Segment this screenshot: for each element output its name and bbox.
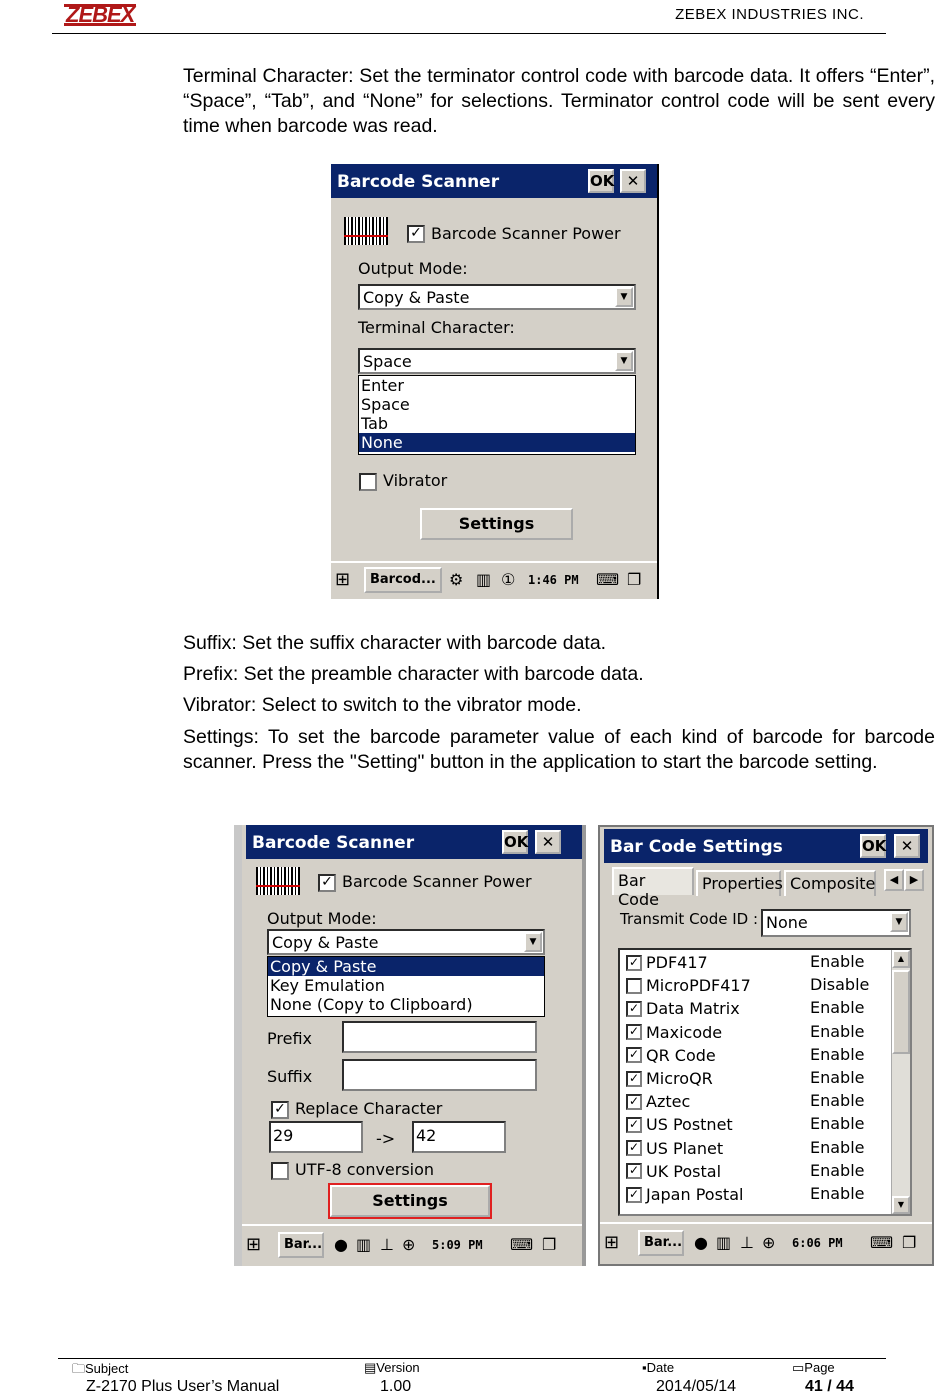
terminal-character-value: Space	[363, 352, 412, 371]
replace-to-input[interactable]: 42	[412, 1121, 506, 1153]
chevron-down-icon[interactable]: ▼	[615, 287, 633, 307]
title-bar	[331, 164, 657, 198]
book-icon: ▭	[792, 1360, 805, 1375]
option-key-emulation[interactable]: Key Emulation	[270, 976, 385, 995]
list-item-checkbox[interactable]: ✓	[626, 1187, 642, 1203]
footer-page-label: Page	[804, 1360, 835, 1375]
list-item-name: Aztec	[646, 1092, 691, 1112]
option-copy-clipboard[interactable]: None (Copy to Clipboard)	[270, 995, 473, 1014]
windows-start-icon[interactable]: ⊞	[604, 1232, 620, 1253]
signal-icon: ▥	[356, 1235, 372, 1254]
list-item[interactable]	[626, 998, 865, 1020]
list-item-name: QR Code	[646, 1045, 716, 1065]
tab-properties[interactable]: Properties	[696, 870, 781, 896]
utf8-checkbox[interactable]	[271, 1162, 289, 1180]
list-item-checkbox[interactable]: ✓	[626, 1117, 642, 1133]
list-item-checkbox[interactable]	[626, 978, 642, 994]
barcode-type-list[interactable]	[618, 948, 912, 1216]
ok-button[interactable]: OK	[502, 830, 528, 854]
suffix-input[interactable]	[342, 1059, 537, 1091]
windows-start-icon[interactable]: ⊞	[246, 1234, 262, 1255]
list-item-status: Enable	[810, 1184, 865, 1203]
title-bar	[246, 825, 582, 859]
output-mode-dropdown	[267, 956, 545, 1017]
list-item[interactable]	[626, 1091, 865, 1113]
power-label: Barcode Scanner Power	[342, 872, 532, 891]
transmit-code-id-label: Transmit Code ID :	[620, 910, 759, 928]
prefix-label: Prefix	[267, 1029, 312, 1048]
transmit-code-id-select[interactable]	[761, 909, 911, 937]
footer-page-value: 41 / 44	[805, 1378, 854, 1395]
desktop-icon[interactable]: ❐	[902, 1233, 917, 1252]
list-item-name: Japan Postal	[646, 1185, 744, 1204]
settings-button[interactable]: Settings	[330, 1185, 490, 1217]
list-item[interactable]	[626, 952, 865, 974]
barcode-tray-icon: ▥	[476, 570, 492, 589]
ok-button[interactable]: OK	[860, 834, 886, 858]
chevron-down-icon[interactable]: ▼	[615, 351, 633, 371]
list-item-status: Enable	[810, 998, 865, 1018]
chevron-down-icon[interactable]: ▼	[524, 932, 542, 952]
clock: 1:46 PM	[528, 573, 579, 587]
power-checkbox[interactable]: ✓	[407, 225, 425, 243]
folder-icon: 🗀	[72, 1361, 86, 1376]
output-mode-select[interactable]	[358, 284, 636, 310]
taskbar-app[interactable]: Barcod...	[364, 567, 442, 593]
list-item-checkbox[interactable]: ✓	[626, 955, 642, 971]
scrollbar[interactable]	[891, 950, 910, 1214]
footer-version-value: 1.00	[380, 1378, 412, 1395]
power-checkbox[interactable]: ✓	[318, 874, 336, 892]
network-icon: ⊕	[402, 1235, 416, 1254]
replace-character-label: Replace Character	[295, 1099, 443, 1118]
list-item[interactable]	[626, 1160, 865, 1183]
footer-version-heading	[364, 1360, 420, 1376]
ok-button[interactable]: OK	[588, 169, 614, 193]
list-item-checkbox[interactable]: ✓	[626, 1071, 642, 1087]
footer-date-heading	[642, 1360, 674, 1375]
screen-barcode-scanner-terminal	[331, 164, 659, 599]
terminal-character-dropdown	[358, 375, 636, 455]
barcode-icon	[256, 867, 300, 895]
footer-page-heading	[792, 1360, 835, 1376]
terminal-character-paragraph: Terminal Character: Set the terminator control code with barcode data. It offers “Enter”, “Space”, “Tab”, and “None” for selections. Terminator control code will be sent every time when barcode was read.	[183, 65, 935, 137]
list-item-name: UK Postal	[646, 1161, 722, 1181]
list-item-name: US Postnet	[646, 1115, 733, 1135]
tab-bar-code[interactable]: Bar Code	[612, 867, 694, 895]
tab-scroll-right-icon[interactable]: ▶	[904, 869, 924, 891]
vibrator-checkbox[interactable]	[359, 473, 377, 491]
list-item-status: Enable	[810, 1114, 865, 1134]
settings-paragraph: Settings: To set the barcode parameter value of each kind of barcode for barcode scanner. Press the "Setting" button in the application to start the barcode setting.	[183, 726, 935, 773]
tab-composite[interactable]: Composite	[784, 870, 876, 896]
option-none[interactable]: None	[359, 433, 635, 452]
prefix-paragraph: Prefix: Set the preamble character with barcode data.	[183, 663, 644, 685]
list-item-checkbox[interactable]: ✓	[626, 1094, 642, 1110]
option-copy-paste[interactable]: Copy & Paste	[268, 957, 544, 976]
desktop-icon[interactable]: ❐	[542, 1235, 557, 1254]
output-mode-value: Copy & Paste	[272, 933, 379, 952]
prefix-input[interactable]	[342, 1021, 537, 1053]
list-item-name: Maxicode	[646, 1022, 723, 1042]
list-item-checkbox[interactable]: ✓	[626, 1024, 642, 1040]
clock: 5:09 PM	[432, 1238, 483, 1252]
company-name: ZEBEX INDUSTRIES INC.	[675, 6, 864, 23]
option-enter[interactable]: Enter	[361, 376, 404, 395]
title-bar	[604, 829, 928, 863]
list-item[interactable]	[626, 1044, 865, 1067]
vibrator-paragraph: Vibrator: Select to switch to the vibrator mode.	[183, 694, 582, 716]
signal-icon: ▥	[716, 1233, 732, 1252]
list-item-status: Disable	[810, 975, 870, 995]
settings-button[interactable]: Settings	[420, 508, 573, 540]
replace-character-checkbox[interactable]: ✓	[271, 1101, 289, 1119]
footer-date-label: Date	[646, 1360, 675, 1375]
footer-date-value: 2014/05/14	[656, 1378, 737, 1395]
window-title: Barcode Scanner	[252, 833, 415, 853]
globe-icon: ●	[694, 1233, 708, 1252]
header-rule	[52, 33, 886, 34]
list-item-checkbox[interactable]: ✓	[626, 1047, 642, 1063]
list-item[interactable]	[626, 1137, 865, 1160]
keyboard-icon[interactable]: ⌨	[510, 1235, 534, 1254]
windows-start-icon[interactable]: ⊞	[335, 569, 351, 590]
option-tab[interactable]: Tab	[361, 414, 389, 433]
list-item-checkbox[interactable]: ✓	[626, 1140, 642, 1156]
list-item[interactable]	[626, 1184, 865, 1206]
clock: 6:06 PM	[792, 1236, 843, 1250]
list-item-status: Enable	[810, 1160, 865, 1180]
footer-rule	[58, 1358, 886, 1359]
taskbar	[600, 1222, 932, 1264]
scroll-thumb[interactable]	[892, 970, 910, 1054]
close-button[interactable]: ✕	[535, 830, 561, 854]
footer-subject-value: Z-2170 Plus User’s Manual	[86, 1378, 280, 1395]
list-item-name: US Planet	[646, 1138, 724, 1158]
footer-version-label: Version	[376, 1360, 420, 1375]
output-mode-label: Output Mode:	[358, 259, 468, 278]
network-icon: ⊕	[762, 1233, 776, 1252]
vibrator-label: Vibrator	[383, 471, 448, 490]
list-item-status: Enable	[810, 1091, 865, 1111]
list-item-status: Enable	[810, 1044, 865, 1064]
taskbar	[242, 1224, 582, 1266]
list-item-name: PDF417	[646, 953, 708, 972]
replace-arrow: ->	[376, 1129, 396, 1148]
screen-barcode-scanner-output	[234, 825, 586, 1266]
input-panel-icon: ①	[501, 570, 516, 589]
transmit-code-id-value: None	[766, 913, 808, 932]
list-item-name: MicroPDF417	[646, 976, 751, 996]
globe-icon: ●	[334, 1235, 348, 1254]
list-item-name: MicroQR	[646, 1069, 713, 1088]
list-item-checkbox[interactable]: ✓	[626, 1001, 642, 1017]
window-title: Barcode Scanner	[337, 172, 500, 192]
scroll-up-icon[interactable]: ▲	[892, 950, 910, 968]
desktop-icon[interactable]: ❐	[627, 570, 642, 589]
list-item-status: Enable	[810, 1137, 865, 1157]
terminal-character-label: Terminal Character:	[358, 318, 515, 337]
list-item-status: Enable	[810, 952, 865, 971]
keyboard-icon[interactable]: ⌨	[870, 1233, 894, 1252]
tab-scroll-left-icon[interactable]: ◀	[884, 869, 904, 891]
output-mode-value: Copy & Paste	[363, 288, 470, 307]
list-item[interactable]	[626, 1114, 865, 1136]
list-item[interactable]	[626, 975, 870, 997]
keyboard-icon[interactable]: ⌨	[596, 570, 620, 589]
sync-icon: ⊥	[380, 1235, 394, 1254]
zebex-logo: ZEBEX	[66, 2, 135, 27]
taskbar-app[interactable]: Bar...	[278, 1232, 324, 1258]
scroll-down-icon[interactable]: ▼	[892, 1196, 910, 1214]
close-button[interactable]: ✕	[620, 169, 646, 193]
suffix-label: Suffix	[267, 1067, 313, 1086]
list-item-status: Enable	[810, 1021, 865, 1041]
window-title: Bar Code Settings	[610, 837, 783, 857]
taskbar	[331, 561, 657, 599]
output-mode-select[interactable]	[267, 929, 545, 955]
list-item-status: Enable	[810, 1068, 865, 1087]
footer-subject-label: Subject	[85, 1361, 129, 1376]
list-item-checkbox[interactable]: ✓	[626, 1163, 642, 1179]
option-space[interactable]: Space	[361, 395, 410, 414]
taskbar-app[interactable]: Bar...	[638, 1230, 684, 1256]
terminal-character-select[interactable]	[358, 348, 636, 374]
suffix-paragraph: Suffix: Set the suffix character with barcode data.	[183, 632, 607, 654]
list-item[interactable]	[626, 1068, 865, 1090]
sync-icon: ⊥	[740, 1233, 754, 1252]
close-button[interactable]: ✕	[894, 834, 920, 858]
barcode-icon	[344, 217, 388, 245]
chevron-down-icon[interactable]: ▼	[890, 912, 908, 932]
document-icon: ▤	[364, 1360, 377, 1375]
list-item[interactable]	[626, 1021, 865, 1044]
replace-from-input[interactable]: 29	[269, 1121, 363, 1153]
calendar-icon: ▪	[642, 1360, 647, 1375]
screen-bar-code-settings	[598, 825, 934, 1266]
network-icon: ⚙	[449, 570, 464, 589]
list-item-name: Data Matrix	[646, 999, 740, 1019]
power-label: Barcode Scanner Power	[431, 224, 621, 243]
output-mode-label: Output Mode:	[267, 909, 377, 928]
utf8-label: UTF-8 conversion	[295, 1160, 435, 1179]
